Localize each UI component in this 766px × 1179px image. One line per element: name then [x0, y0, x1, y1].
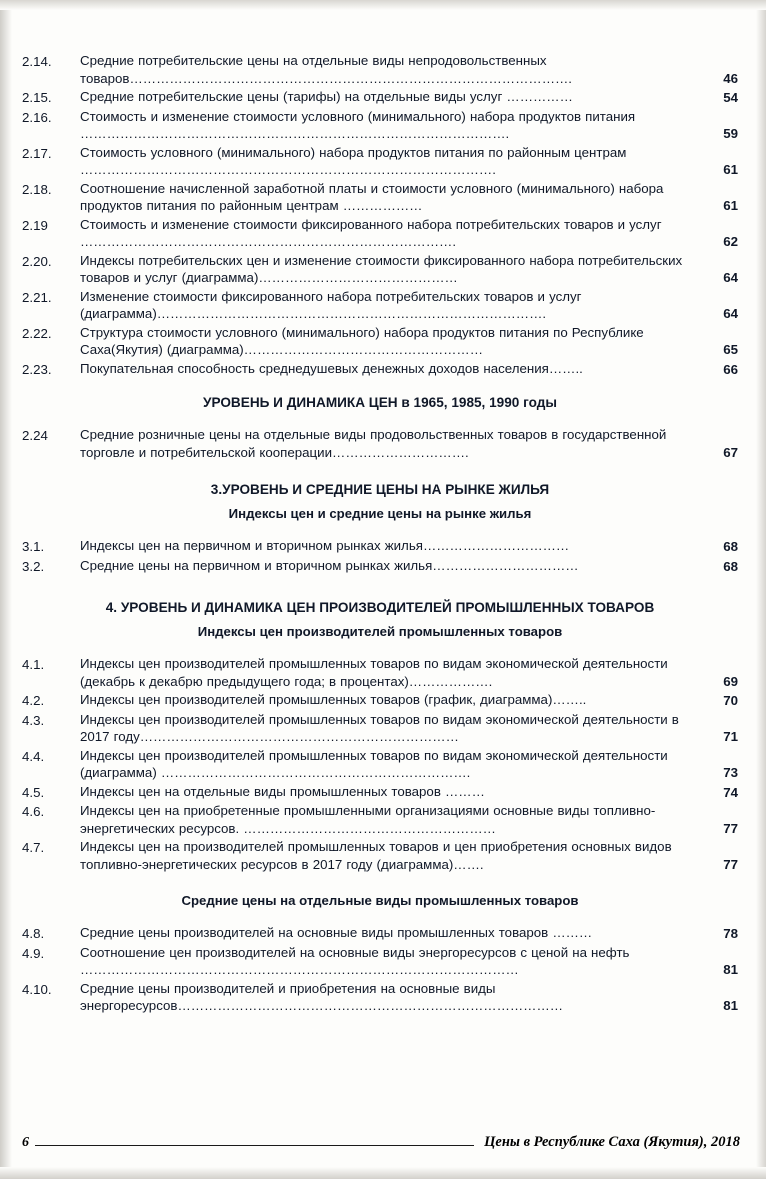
footer-page-number: 6	[22, 1135, 29, 1150]
toc-entry-title: Индексы цен производителей промышленных товаров по видам экономической деятельности (диаграмма) …………………………………………………………….	[80, 747, 668, 780]
toc-entry[interactable]	[22, 216, 738, 251]
toc-entry[interactable]	[22, 557, 738, 576]
toc-entry-page: 68	[723, 539, 738, 554]
toc-entry-number: 2.21.	[22, 289, 52, 305]
toc-entry-title: Покупательная способность среднедушевых денежных доходов населения……..	[80, 360, 583, 376]
toc-entry-page: 81	[723, 962, 738, 977]
section-heading-average-prices: Средние цены на отдельные виды промышленных товаров	[181, 893, 579, 908]
section-subheading-producers: Индексы цен производителей промышленных товаров	[197, 624, 563, 639]
toc-entry[interactable]	[22, 783, 738, 802]
toc-entry-page: 61	[723, 162, 738, 177]
toc-entry-title: Соотношение цен производителей на основные виды энергоресурсов с ценой на нефть ………………………………………………………………………………………	[80, 944, 630, 977]
toc-entry-body	[80, 924, 692, 942]
toc-entry-number: 3.1.	[22, 539, 45, 554]
toc-entry-number: 2.22.	[22, 325, 52, 341]
toc-entry-page: 74	[723, 784, 738, 800]
toc-entry-title: Стоимость условного (минимального) набора продуктов питания по районным центрам ………………………………………………………………………………….	[80, 144, 627, 177]
toc-entry-number: 4.9.	[22, 945, 45, 961]
toc-entry[interactable]	[22, 537, 738, 556]
toc-entry[interactable]	[22, 426, 738, 461]
toc-entry-number: 2.23.	[22, 361, 52, 377]
toc-entry[interactable]	[22, 711, 738, 746]
scan-edge-left	[0, 0, 12, 1179]
toc-entry-body	[80, 537, 692, 555]
scan-edge-top	[0, 0, 766, 10]
toc-entry-number: 4.1.	[22, 657, 45, 672]
toc-entry-title: Структура стоимости условного (минимального) набора продуктов питания по Республике Саха(Якутия) (диаграмма)………………………………………………	[80, 324, 644, 357]
toc-entry[interactable]	[22, 747, 738, 782]
toc-entry[interactable]	[22, 691, 738, 710]
toc-entry-title: Стоимость и изменение стоимости условного (минимального) набора продуктов питания …………………………………………………………………………………….	[80, 108, 636, 141]
toc-entry-page: 78	[723, 926, 738, 941]
toc-entry-page: 70	[723, 693, 738, 708]
toc-entry[interactable]	[22, 252, 738, 287]
toc-entry-number: 2.20.	[22, 253, 52, 269]
toc-entry-body	[80, 944, 692, 979]
toc-entry-title: Индексы цен на производителей промышленных товаров и цен приобретения основных видов топливно-энергетических ресурсов в 2017 году (диаграмма)…….	[80, 839, 672, 872]
toc-entry-page: 77	[723, 856, 738, 872]
toc-entry[interactable]	[22, 108, 738, 143]
toc-entry[interactable]	[22, 924, 738, 943]
toc-entry-title: Средние потребительские цены на отдельные виды непродовольственных товаров……………………………………………………………………………………….	[80, 53, 572, 86]
toc-entry-title: Средние розничные цены на отдельные виды продовольственных товаров в государственной торговле и потребительской кооперации………………………….	[80, 427, 667, 460]
toc-entry-number: 4.2.	[22, 693, 45, 708]
toc-entry-title: Индексы цен на отдельные виды промышленных товаров ………	[80, 783, 485, 799]
toc-entry-page: 68	[723, 558, 738, 574]
toc-entry-page: 61	[723, 198, 738, 213]
toc-entry-page: 81	[723, 998, 738, 1013]
toc-entry-body	[80, 980, 692, 1015]
toc-entry-number: 4.7.	[22, 840, 45, 855]
toc-entry-page: 73	[723, 765, 738, 780]
toc-entry[interactable]	[22, 180, 738, 215]
toc-entry-body	[80, 557, 692, 575]
toc-entry[interactable]	[22, 802, 738, 837]
toc-entry-number: 4.6.	[22, 804, 45, 819]
toc-entry[interactable]	[22, 144, 738, 179]
toc-entry-page: 46	[723, 70, 738, 86]
table-of-contents	[22, 52, 738, 1016]
toc-entry-body	[80, 360, 692, 378]
toc-entry-page: 64	[723, 306, 738, 321]
toc-entry[interactable]	[22, 52, 738, 87]
toc-entry-number: 2.17.	[22, 145, 52, 161]
footer-title: Цены в Республике Саха (Якутия), 2018	[484, 1134, 740, 1150]
toc-entry-body	[80, 180, 692, 215]
scan-edge-bottom	[0, 1167, 766, 1179]
toc-entry-number: 4.4.	[22, 748, 45, 764]
toc-entry-body	[80, 711, 692, 746]
toc-entry-title: Изменение стоимости фиксированного набора потребительских товаров и услуг (диаграмма)…………………………………………………………………………….	[80, 288, 582, 321]
section-heading-price-dynamics: УРОВЕНЬ И ДИНАМИКА ЦЕН в 1965, 1985, 1990 годы	[203, 395, 557, 410]
toc-entry-body	[80, 838, 692, 873]
toc-entry-title: Средние цены производителей и приобретения на основные виды энергоресурсов……………………………………………………………………………	[80, 980, 564, 1013]
toc-entry-body	[80, 426, 692, 461]
toc-entry[interactable]	[22, 360, 738, 379]
toc-entry-page: 62	[723, 234, 738, 249]
toc-entry-title: Средние цены на первичном и вторичном рынках жилья……………………………	[80, 557, 579, 573]
toc-entry[interactable]	[22, 944, 738, 979]
toc-entry-body	[80, 783, 692, 801]
toc-entry-title: Индексы потребительских цен и изменение стоимости фиксированного набора потребительских товаров и услуг (диаграмма)………………………………………	[80, 252, 683, 285]
toc-entry[interactable]	[22, 288, 738, 323]
toc-entry-number: 2.18.	[22, 181, 52, 197]
toc-entry-number: 4.10.	[22, 981, 52, 997]
toc-entry-body	[80, 324, 692, 359]
section-heading-producers: 4. УРОВЕНЬ И ДИНАМИКА ЦЕН ПРОИЗВОДИТЕЛЕЙ ПРОМЫШЛЕННЫХ ТОВАРОВ	[105, 600, 655, 615]
toc-entry-title: Индексы цен на приобретенные промышленными организациями основные виды топливно- энергетических ресурсов. …………………………………………………	[80, 803, 656, 836]
toc-entry-page: 59	[723, 126, 738, 141]
toc-entry-title: Индексы цен на первичном и вторичном рынках жилья……………………………	[80, 538, 570, 553]
toc-entry-title: Индексы цен производителей промышленных товаров (график, диаграмма)……..	[80, 692, 587, 707]
toc-entry-body	[80, 655, 692, 690]
toc-entry-body	[80, 108, 692, 143]
section-heading-housing: 3.УРОВЕНЬ И СРЕДНИЕ ЦЕНЫ НА РЫНКЕ ЖИЛЬЯ	[210, 482, 550, 497]
toc-entry-number: 2.15.	[22, 90, 52, 105]
toc-entry-title: Средние цены производителей на основные виды промышленных товаров ………	[80, 925, 593, 940]
toc-entry-number: 4.8.	[22, 926, 45, 941]
toc-entry-body	[80, 288, 692, 323]
toc-entry-page: 54	[723, 90, 738, 105]
footer-divider	[35, 1145, 474, 1146]
toc-entry-number: 2.24	[22, 428, 48, 443]
toc-entry-body	[80, 88, 692, 106]
toc-entry-title: Соотношение начисленной заработной платы и стоимости условного (минимального) набора продуктов питания по районным центрам ………………	[80, 180, 664, 213]
toc-entry-number: 4.5.	[22, 784, 45, 800]
toc-entry[interactable]	[22, 655, 738, 690]
toc-entry-body	[80, 691, 692, 709]
toc-entry-page: 65	[723, 342, 738, 357]
toc-entry-page: 64	[723, 270, 738, 285]
toc-entry-page: 69	[723, 673, 738, 689]
toc-entry-page: 67	[723, 444, 738, 460]
toc-entry-page: 77	[723, 820, 738, 836]
toc-entry-title: Стоимость и изменение стоимости фиксированного набора потребительских товаров и услуг ………………………………………………………………………….	[80, 216, 662, 249]
toc-entry-number: 4.3.	[22, 712, 45, 728]
toc-entry-page: 71	[723, 729, 738, 744]
toc-entry-number: 3.2.	[22, 558, 45, 574]
toc-entry[interactable]	[22, 980, 738, 1015]
toc-entry[interactable]	[22, 324, 738, 359]
toc-entry-number: 2.16.	[22, 109, 52, 125]
toc-entry-body	[80, 252, 692, 287]
toc-entry-number: 2.14.	[22, 54, 52, 69]
toc-entry-body	[80, 802, 692, 837]
scan-edge-right	[756, 0, 766, 1179]
toc-entry-body	[80, 52, 692, 87]
toc-entry-body	[80, 144, 692, 179]
toc-entry-body	[80, 747, 692, 782]
toc-entry[interactable]	[22, 88, 738, 107]
toc-entry-title: Индексы цен производителей промышленных товаров по видам экономической деятельности в 2017 году………………………………………………………………	[80, 711, 679, 744]
toc-entry[interactable]	[22, 838, 738, 873]
section-subheading-housing: Индексы цен и средние цены на рынке жилья	[228, 506, 532, 521]
toc-entry-title: Индексы цен производителей промышленных товаров по видам экономической деятельности (декабрь к декабрю предыдущего года; в процентах)……………….	[80, 656, 668, 689]
page-footer	[22, 1134, 740, 1151]
toc-entry-body	[80, 216, 692, 251]
toc-entry-page: 66	[723, 361, 738, 377]
toc-entry-title: Средние потребительские цены (тарифы) на отдельные виды услуг ……………	[80, 89, 573, 104]
toc-entry-number: 2.19	[22, 217, 48, 233]
